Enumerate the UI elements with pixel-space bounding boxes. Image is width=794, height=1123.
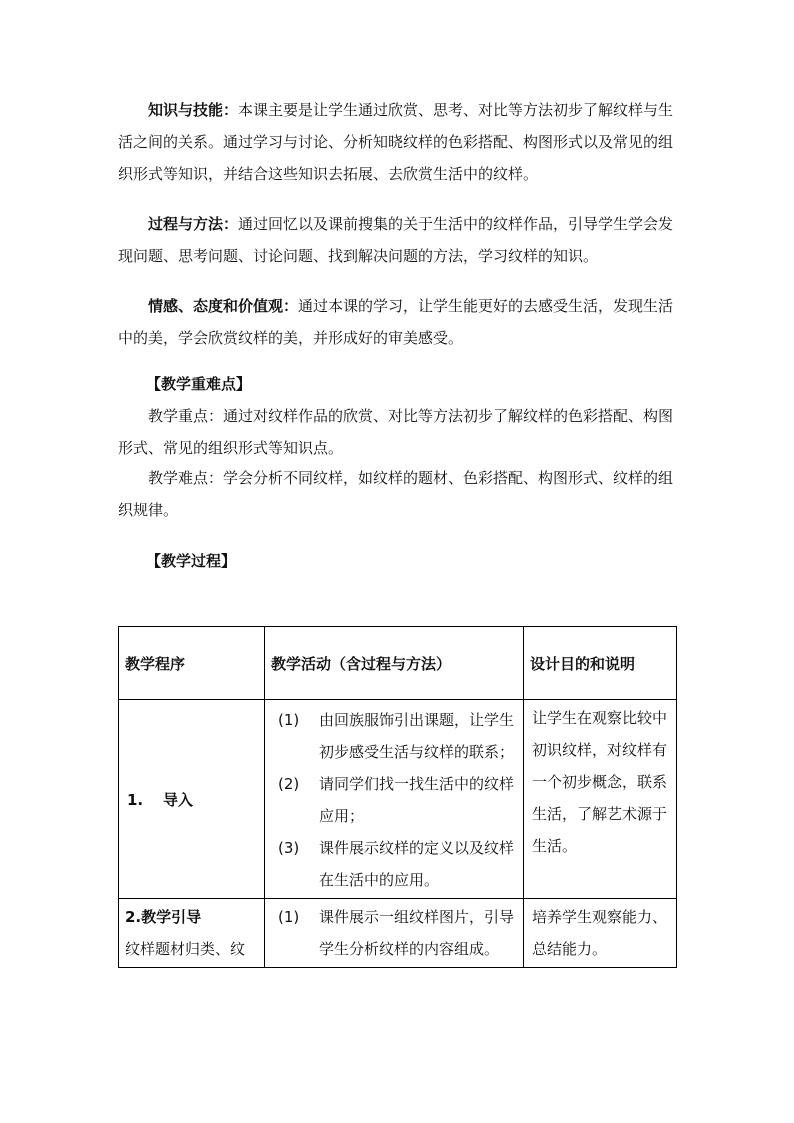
header-cell: 教学程序 (119, 627, 265, 700)
activity-text: 课件展示纹样的定义以及纹样在生活中的应用。 (319, 839, 515, 889)
purpose-text: 培养学生观察能力、总结能力。 (532, 908, 668, 958)
step-subtitle: 纹样题材归类、纹 (125, 940, 246, 958)
objective-knowledge (118, 94, 678, 190)
key-point-difficulty: 教学难点：学会分析不同纹样，如纹样的题材、色彩搭配、构图形式、纹样的组织规律。 (118, 469, 674, 519)
list-item (265, 832, 523, 896)
step-number: 1. (127, 790, 144, 809)
objective-text: 通过回忆以及课前搜集的关于生活中的纹样作品，引导学生学会发现问题、思考问题、讨论问题、找到解决问题的方法，学习纹样的知识。 (118, 215, 674, 265)
purpose-text: 让学生在观察比较中初识纹样，对纹样有一个初步概念，联系生活，了解艺术源于生活。 (532, 709, 668, 855)
step-cell (119, 700, 265, 899)
activity-text: 由回族服饰引出课题，让学生初步感受生活与纹样的联系； (319, 711, 515, 761)
objective-text: 本课主要是让学生通过欣赏、思考、对比等方法初步了解纹样与生活之间的关系。通过学习与讨论、分析知晓纹样的色彩搭配、构图形式以及常见的组织形式等知识，并结合这些知识去拓展、去欣赏生活中的纹样。 (118, 101, 674, 183)
objective-label: 知识与技能： (148, 101, 239, 119)
lesson-plan-table (118, 626, 677, 968)
activity-number: (1) (278, 908, 300, 926)
objective-label: 过程与方法： (148, 215, 239, 233)
objective-label: 情感、态度和价值观： (148, 297, 299, 315)
list-item (265, 704, 523, 768)
table-row (119, 700, 677, 899)
process-heading: 【教学过程】 (146, 552, 237, 570)
key-point-focus: 教学重点：通过对纹样作品的欣赏、对比等方法初步了解纹样的色彩搭配、构图形式、常见的组织形式等知识点。 (118, 407, 674, 457)
activity-text: 请同学们找一找生活中的纹样应用； (319, 775, 515, 825)
step-title: 2.教学引导 (125, 908, 202, 926)
activity-cell (265, 899, 524, 968)
objective-attitude (118, 290, 678, 354)
key-points-heading: 【教学重难点】 (146, 375, 252, 393)
table-header-row (119, 627, 677, 700)
activity-list (265, 899, 523, 967)
step-cell (119, 899, 265, 968)
activity-number: (1) (278, 711, 300, 729)
activity-list (265, 700, 523, 898)
objective-text: 通过本课的学习，让学生能更好的去感受生活，发现生活中的美，学会欣赏纹样的美，并形成好的审美感受。 (118, 297, 674, 347)
purpose-cell (524, 899, 677, 968)
list-item (265, 768, 523, 832)
activity-text: 课件展示一组纹样图片，引导学生分析纹样的内容组成。 (319, 908, 515, 958)
header-cell: 教学活动（含过程与方法） (265, 627, 524, 700)
activity-cell (265, 700, 524, 899)
header-cell: 设计目的和说明 (524, 627, 677, 700)
purpose-cell (524, 700, 677, 899)
list-item (265, 901, 523, 965)
step-name: 导入 (163, 790, 194, 809)
objective-process (118, 208, 678, 272)
table-row (119, 899, 677, 968)
activity-number: (2) (278, 775, 300, 793)
activity-number: (3) (278, 839, 300, 857)
